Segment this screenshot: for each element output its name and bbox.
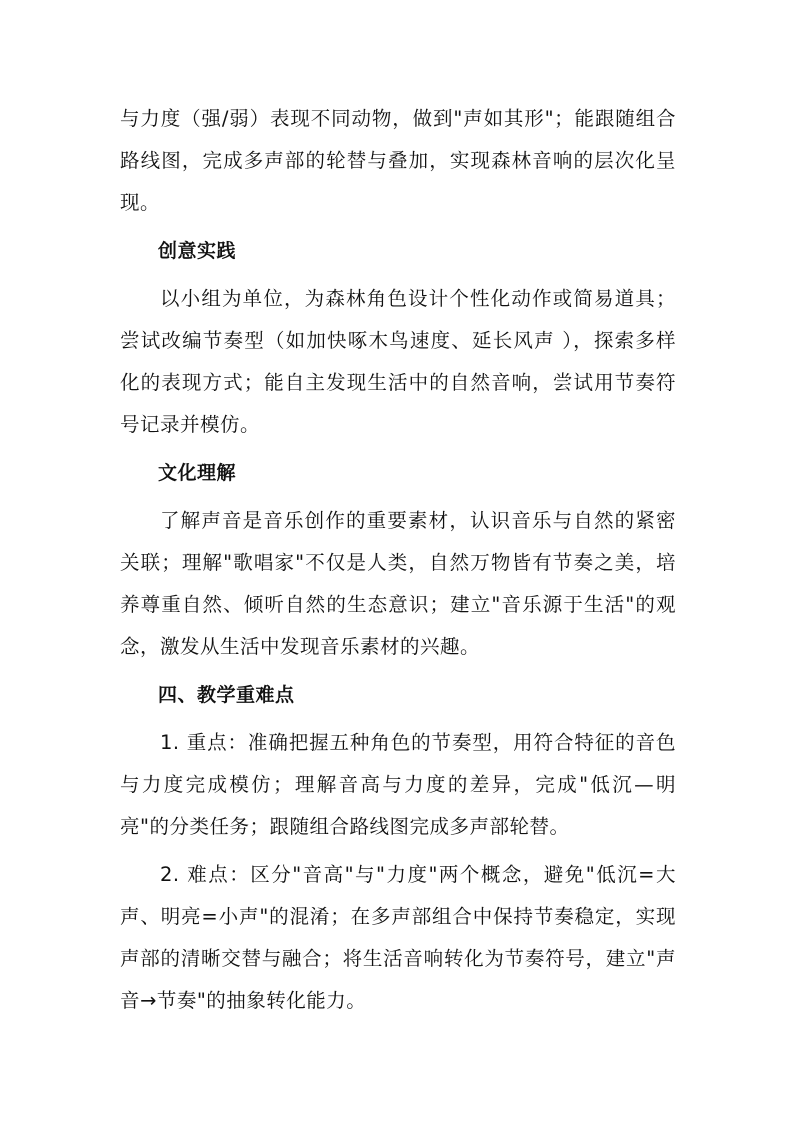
heading-cultural-understanding: 文化理解: [158, 462, 237, 484]
document-page: [120, 98, 676, 1022]
paragraph-difficult-point: 2. 难点：区分"音高"与"力度"两个概念，避免"低沉=大声、明亮=小声"的混淆；在多声部组合中保持节奏稳定，实现声部的清晰交替与融合；将生活音响转化为节奏符号，建立"声音→节奏"的抽象转化能力。: [120, 863, 676, 1012]
paragraph-core-literacy-continuation: 与力度（强/弱）表现不同动物，做到"声如其形"；能跟随组合路线图，完成多声部的轮替与叠加，实现森林音响的层次化呈现。: [120, 107, 676, 214]
paragraph-creative-practice: 以小组为单位，为森林角色设计个性化动作或简易道具；尝试改编节奏型（如加快啄木鸟速度、延长风声 ），探索多样化的表现方式；能自主发现生活中的自然音响，尝试用节奏符号记录并模仿。: [120, 287, 676, 436]
heading-teaching-key-points: 四、教学重难点: [158, 684, 295, 706]
paragraph-key-point: 1. 重点：准确把握五种角色的节奏型，用符合特征的音色与力度完成模仿；理解音高与力度的差异，完成"低沉—明亮"的分类任务；跟随组合路线图完成多声部轮替。: [120, 731, 676, 838]
paragraph-cultural-understanding: 了解声音是音乐创作的重要素材，认识音乐与自然的紧密关联；理解"歌唱家"不仅是人类，自然万物皆有节奏之美，培养尊重自然、倾听自然的生态意识；建立"音乐源于生活"的观念，激发从生活中发现音乐素材的兴趣。: [120, 509, 676, 658]
heading-creative-practice: 创意实践: [158, 240, 237, 262]
